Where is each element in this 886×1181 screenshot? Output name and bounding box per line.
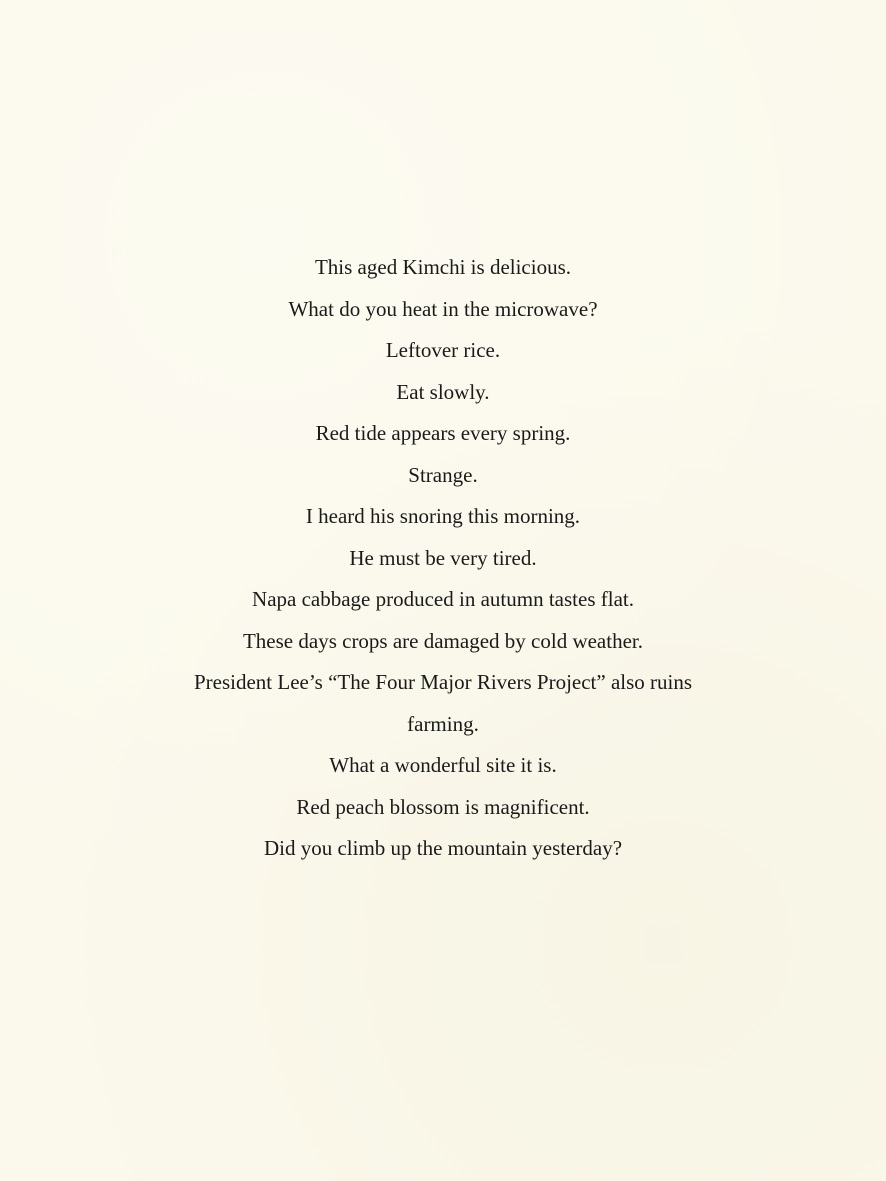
text-line: What do you heat in the microwave? <box>288 296 598 321</box>
text-line: Eat slowly. <box>396 379 490 404</box>
text-line: These days crops are damaged by cold weather. <box>242 628 643 653</box>
text-line: Red peach blossom is magnificent. <box>296 794 590 819</box>
text-line: Red tide appears every spring. <box>315 421 571 445</box>
text-line: This aged Kimchi is delicious. <box>314 255 572 279</box>
text-line: farming. <box>407 711 479 736</box>
sentence-list <box>0 247 886 870</box>
text-line: I heard his snoring this morning. <box>305 504 581 528</box>
text-line: Napa cabbage produced in autumn tastes flat. <box>252 587 634 611</box>
text-line: What a wonderful site it is. <box>329 753 557 777</box>
text-line: He must be very tired. <box>349 545 537 570</box>
text-line: President Lee’s “The Four Major Rivers Project” also ruins <box>193 670 693 694</box>
text-line: Strange. <box>408 462 478 487</box>
text-line: Did you climb up the mountain yesterday? <box>263 836 623 860</box>
text-line: Leftover rice. <box>385 338 501 362</box>
